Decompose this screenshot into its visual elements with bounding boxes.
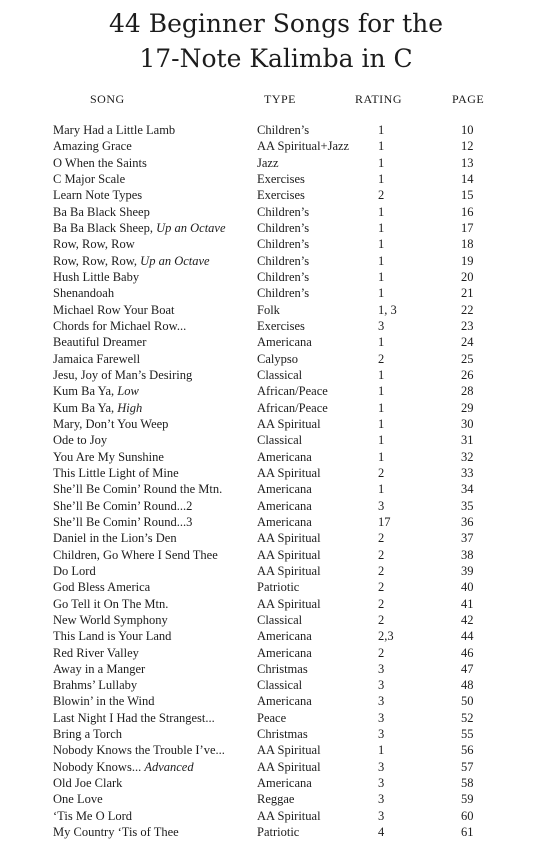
- song-page: 38: [461, 547, 474, 562]
- table-row: [0, 792, 552, 808]
- song-rating: 3: [378, 792, 385, 807]
- song-page: 21: [461, 286, 474, 301]
- song-rating: 3: [378, 498, 385, 513]
- song-type: Americana: [257, 694, 312, 709]
- song-rating: 1: [378, 367, 385, 382]
- song-rating: 3: [378, 727, 385, 742]
- song-page: 23: [461, 318, 474, 333]
- song-type: Children’s: [257, 286, 310, 301]
- song-rating: 2: [378, 645, 385, 660]
- song-title: [53, 825, 179, 840]
- song-title: [53, 368, 192, 383]
- song-title-text: Last Night I Had the Strangest...: [53, 710, 215, 725]
- table-row: [0, 335, 552, 351]
- table-row: [0, 613, 552, 629]
- song-title: [53, 384, 139, 399]
- song-title: [53, 694, 154, 709]
- table-row: [0, 499, 552, 515]
- table-row: [0, 368, 552, 384]
- song-title-text: Chords for Michael Row...: [53, 318, 187, 333]
- song-type: Patriotic: [257, 580, 300, 595]
- song-rating: 1: [378, 743, 385, 758]
- song-type: Exercises: [257, 188, 305, 203]
- song-title: [53, 760, 194, 775]
- song-rating: 3: [378, 808, 385, 823]
- song-title: [53, 401, 142, 416]
- song-page: 15: [461, 188, 474, 203]
- song-title: [53, 270, 139, 285]
- song-rating: 2: [378, 351, 385, 366]
- song-type: Christmas: [257, 661, 308, 676]
- song-title: [53, 172, 125, 187]
- song-rating: 1: [378, 400, 385, 415]
- song-title-text: Ba Ba Black Sheep,: [53, 220, 157, 235]
- song-title: [53, 221, 226, 236]
- song-title: [53, 531, 177, 546]
- table-row: [0, 319, 552, 335]
- song-title-variant: High: [117, 400, 143, 415]
- song-title: [53, 450, 164, 465]
- song-title-text: Ode to Joy: [53, 433, 108, 448]
- song-page: 44: [461, 629, 474, 644]
- song-title: [53, 123, 175, 138]
- song-page: 26: [461, 367, 474, 382]
- song-page: 36: [461, 514, 474, 529]
- song-title-text: She’ll Be Comin’ Round...3: [53, 514, 193, 529]
- song-rating: 2: [378, 531, 385, 546]
- song-type: Americana: [257, 498, 312, 513]
- song-title: [53, 809, 132, 824]
- song-rating: 2: [378, 612, 385, 627]
- song-type: Jazz: [257, 155, 279, 170]
- table-row: [0, 139, 552, 155]
- song-title-text: Kum Ba Ya,: [53, 400, 118, 415]
- song-title: [53, 319, 186, 334]
- song-type: Classical: [257, 612, 303, 627]
- song-title: [53, 237, 135, 252]
- song-rating: 1: [378, 171, 385, 186]
- song-title-text: Nobody Knows the Trouble I’ve...: [53, 743, 225, 758]
- song-rating: 2: [378, 580, 385, 595]
- song-title-text: My Country ‘Tis of Thee: [53, 825, 179, 840]
- song-page: 33: [461, 465, 474, 480]
- song-rating: 3: [378, 776, 385, 791]
- table-row: [0, 352, 552, 368]
- song-title-text: She’ll Be Comin’ Round the Mtn.: [53, 482, 223, 497]
- song-type: Children’s: [257, 204, 310, 219]
- song-page: 40: [461, 580, 474, 595]
- song-title-text: Row, Row, Row,: [53, 253, 141, 268]
- song-type: Americana: [257, 776, 312, 791]
- song-title-text: Go Tell it On The Mtn.: [53, 596, 169, 611]
- song-type: Calypso: [257, 351, 298, 366]
- song-rating: 2: [378, 596, 385, 611]
- song-type: AA Spiritual: [257, 531, 321, 546]
- song-rating: 1: [378, 155, 385, 170]
- table-row: [0, 450, 552, 466]
- table-row: [0, 254, 552, 270]
- column-header-page: PAGE: [452, 92, 485, 106]
- song-rating: 17: [378, 514, 391, 529]
- song-type: Americana: [257, 514, 312, 529]
- song-title: [53, 433, 107, 448]
- song-title: [53, 466, 179, 481]
- song-type: Classical: [257, 678, 303, 693]
- song-page: 28: [461, 384, 474, 399]
- song-title-text: C Major Scale: [53, 171, 126, 186]
- song-type: African/Peace: [257, 400, 328, 415]
- song-title: [53, 743, 225, 758]
- song-rating: 1: [378, 253, 385, 268]
- song-type: AA Spiritual: [257, 416, 321, 431]
- song-page: 35: [461, 498, 474, 513]
- table-row: [0, 580, 552, 596]
- song-title: [53, 515, 192, 530]
- song-page: 32: [461, 449, 474, 464]
- table-row: [0, 123, 552, 139]
- song-type: Children’s: [257, 220, 310, 235]
- song-page: 17: [461, 220, 474, 235]
- table-row: [0, 384, 552, 400]
- song-rating: 2: [378, 547, 385, 562]
- song-title: [53, 156, 147, 171]
- song-page: 58: [461, 776, 474, 791]
- song-page: 37: [461, 531, 474, 546]
- song-title: [53, 548, 218, 563]
- table-row: [0, 303, 552, 319]
- song-page: 16: [461, 204, 474, 219]
- song-title-text: Mary Had a Little Lamb: [53, 123, 176, 137]
- song-page: 31: [461, 433, 474, 448]
- table-row: [0, 776, 552, 792]
- table-row: [0, 646, 552, 662]
- song-title: [53, 597, 168, 612]
- song-type: Peace: [257, 710, 287, 725]
- song-rating: 1: [378, 433, 385, 448]
- table-row: [0, 172, 552, 188]
- song-rating: 3: [378, 678, 385, 693]
- song-page: 55: [461, 727, 474, 742]
- table-row: [0, 564, 552, 580]
- song-title: [53, 254, 210, 269]
- song-page: 39: [461, 563, 474, 578]
- page-title-line-2: 17-Note Kalimba in C: [139, 44, 413, 73]
- song-page: 18: [461, 237, 474, 252]
- song-type: Reggae: [257, 792, 295, 807]
- song-type: Americana: [257, 449, 312, 464]
- song-type: Americana: [257, 645, 312, 660]
- song-type: Classical: [257, 367, 303, 382]
- table-row: [0, 433, 552, 449]
- song-rating: 2: [378, 465, 385, 480]
- song-type: Patriotic: [257, 825, 300, 840]
- table-row: [0, 711, 552, 727]
- song-title-text: God Bless America: [53, 580, 151, 595]
- song-title-text: Beautiful Dreamer: [53, 335, 147, 350]
- song-type: AA Spiritual: [257, 547, 321, 562]
- table-row: [0, 156, 552, 172]
- song-type: AA Spiritual: [257, 563, 321, 578]
- table-row: [0, 482, 552, 498]
- song-title-text: This Land is Your Land: [53, 629, 172, 644]
- song-type: Exercises: [257, 171, 305, 186]
- song-rating: 3: [378, 318, 385, 333]
- column-header-rating: RATING: [355, 92, 402, 106]
- song-title-text: Kum Ba Ya,: [53, 384, 118, 399]
- song-title-text: Shenandoah: [53, 286, 115, 301]
- song-rating: 2: [378, 563, 385, 578]
- song-rating: 1: [378, 286, 385, 301]
- song-title: [53, 335, 146, 350]
- table-row: [0, 205, 552, 221]
- song-title: [53, 792, 103, 807]
- table-row: [0, 237, 552, 253]
- song-page: 59: [461, 792, 474, 807]
- song-page: 30: [461, 416, 474, 431]
- song-page: 29: [461, 400, 474, 415]
- song-rating: 1: [378, 335, 385, 350]
- table-row: [0, 221, 552, 237]
- song-title-text: O When the Saints: [53, 155, 147, 170]
- song-title-text: Learn Note Types: [53, 188, 143, 203]
- table-row: [0, 825, 552, 841]
- table-row: [0, 188, 552, 204]
- song-type: Children’s: [257, 253, 310, 268]
- song-title: [53, 629, 171, 644]
- song-title-text: Children, Go Where I Send Thee: [53, 547, 218, 562]
- song-type: AA Spiritual: [257, 465, 321, 480]
- song-title: [53, 776, 122, 791]
- song-rating: 1, 3: [378, 302, 397, 317]
- table-row: [0, 678, 552, 694]
- song-type: African/Peace: [257, 384, 328, 399]
- song-rating: 1: [378, 416, 385, 431]
- song-rating: 1: [378, 384, 385, 399]
- song-title: [53, 188, 142, 203]
- song-title-text: Ba Ba Black Sheep: [53, 204, 150, 219]
- song-title-text: New World Symphony: [53, 612, 168, 627]
- song-title-text: Jesu, Joy of Man’s Desiring: [53, 367, 193, 382]
- song-page: 14: [461, 171, 474, 186]
- song-title-text: Michael Row Your Boat: [53, 302, 175, 317]
- song-type: AA Spiritual: [257, 743, 321, 758]
- song-rating: 1: [378, 449, 385, 464]
- song-title-text: Red River Valley: [53, 645, 139, 660]
- song-rating: 1: [378, 139, 385, 154]
- song-type: Classical: [257, 433, 303, 448]
- table-row: [0, 401, 552, 417]
- song-title: [53, 499, 192, 514]
- song-type: Children’s: [257, 123, 310, 137]
- table-row: [0, 727, 552, 743]
- song-type: Americana: [257, 482, 312, 497]
- song-title-text: Do Lord: [53, 563, 96, 578]
- table-row: [0, 694, 552, 710]
- song-page: 20: [461, 269, 474, 284]
- song-title: [53, 646, 139, 661]
- table-row: [0, 286, 552, 302]
- page-title-line-1: 44 Beginner Songs for the: [108, 9, 444, 38]
- song-page: 13: [461, 155, 474, 170]
- song-page: 24: [461, 335, 474, 350]
- song-title-text: Amazing Grace: [53, 139, 132, 154]
- song-title-text: Nobody Knows...: [53, 759, 145, 774]
- song-title: [53, 727, 122, 742]
- song-type: Americana: [257, 335, 312, 350]
- song-page: 42: [461, 612, 474, 627]
- song-title: [53, 205, 150, 220]
- song-title: [53, 662, 145, 677]
- song-title-text: Away in a Manger: [53, 661, 146, 676]
- song-title-text: This Little Light of Mine: [53, 465, 179, 480]
- song-title: [53, 286, 114, 301]
- song-type: Americana: [257, 629, 312, 644]
- song-title-text: Jamaica Farewell: [53, 351, 141, 366]
- table-row: [0, 760, 552, 776]
- song-title-variant: Low: [117, 384, 139, 399]
- song-title: [53, 711, 215, 726]
- song-page: 56: [461, 743, 474, 758]
- song-page: 22: [461, 302, 474, 317]
- song-title: [53, 580, 150, 595]
- song-title: [53, 678, 137, 693]
- column-header-type: TYPE: [264, 92, 296, 106]
- song-rating: 1: [378, 123, 385, 137]
- song-rating: 2,3: [378, 629, 394, 644]
- song-rating: 2: [378, 188, 385, 203]
- table-row: [0, 417, 552, 433]
- song-title: [53, 613, 168, 628]
- song-title-text: Blowin’ in the Wind: [53, 694, 155, 709]
- table-row: [0, 270, 552, 286]
- song-rating: 4: [378, 825, 385, 840]
- song-page: 25: [461, 351, 474, 366]
- song-title: [53, 303, 175, 318]
- song-type: AA Spiritual: [257, 759, 321, 774]
- table-row: [0, 662, 552, 678]
- song-rating: 1: [378, 237, 385, 252]
- song-title-text: Row, Row, Row: [53, 237, 135, 252]
- song-page: 46: [461, 645, 474, 660]
- song-page: 57: [461, 759, 474, 774]
- song-page: 52: [461, 710, 474, 725]
- song-page: 47: [461, 661, 474, 676]
- song-rating: 3: [378, 759, 385, 774]
- song-page: 60: [461, 808, 474, 823]
- song-type: Folk: [257, 302, 280, 317]
- song-rating: 1: [378, 204, 385, 219]
- table-row: [0, 597, 552, 613]
- table-row: [0, 466, 552, 482]
- song-type: AA Spiritual+Jazz: [257, 139, 350, 154]
- song-page: 19: [461, 253, 474, 268]
- song-rating: 3: [378, 661, 385, 676]
- song-title-text: One Love: [53, 792, 103, 807]
- song-page: 12: [461, 139, 474, 154]
- song-title-text: Bring a Torch: [53, 727, 123, 742]
- song-title-text: Daniel in the Lion’s Den: [53, 531, 177, 546]
- song-type: AA Spiritual: [257, 808, 321, 823]
- song-page: 34: [461, 482, 474, 497]
- song-title: [53, 417, 168, 432]
- song-title: [53, 564, 96, 579]
- song-type: Children’s: [257, 269, 310, 284]
- song-table: [0, 123, 552, 841]
- column-header-song: SONG: [90, 92, 125, 106]
- song-title: [53, 482, 222, 497]
- song-title-text: Hush Little Baby: [53, 269, 140, 284]
- song-title-variant: Up an Octave: [156, 220, 226, 235]
- song-page: 48: [461, 678, 474, 693]
- song-title-text: Mary, Don’t You Weep: [53, 416, 169, 431]
- song-title-text: Brahms’ Lullaby: [53, 678, 138, 693]
- table-row: [0, 743, 552, 759]
- song-title-text: ‘Tis Me O Lord: [53, 808, 133, 823]
- song-rating: 1: [378, 220, 385, 235]
- song-title-variant: Up an Octave: [140, 253, 210, 268]
- song-page: 61: [461, 825, 474, 840]
- song-page: 10: [461, 123, 474, 137]
- song-type: Christmas: [257, 727, 308, 742]
- table-row: [0, 809, 552, 825]
- song-type: Exercises: [257, 318, 305, 333]
- song-title-text: Old Joe Clark: [53, 776, 123, 791]
- song-page: 50: [461, 694, 474, 709]
- song-type: Children’s: [257, 237, 310, 252]
- song-rating: 3: [378, 710, 385, 725]
- song-page: 41: [461, 596, 474, 611]
- table-row: [0, 515, 552, 531]
- song-rating: 1: [378, 269, 385, 284]
- song-title: [53, 139, 132, 154]
- song-type: AA Spiritual: [257, 596, 321, 611]
- table-row: [0, 629, 552, 645]
- song-title-text: She’ll Be Comin’ Round...2: [53, 498, 193, 513]
- song-title-variant: Advanced: [144, 759, 194, 774]
- song-title: [53, 352, 140, 367]
- song-rating: 1: [378, 482, 385, 497]
- song-rating: 3: [378, 694, 385, 709]
- table-row: [0, 531, 552, 547]
- song-title-text: You Are My Sunshine: [53, 449, 164, 464]
- table-row: [0, 548, 552, 564]
